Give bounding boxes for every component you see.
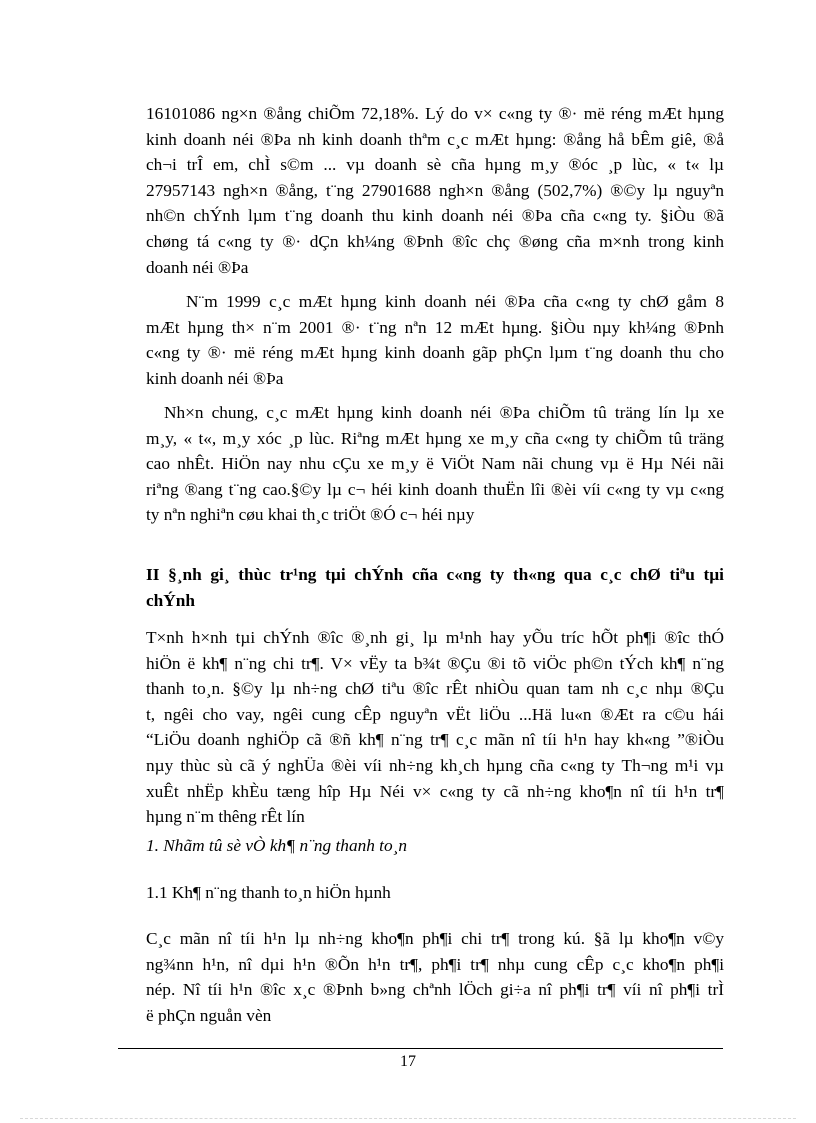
text-line: ë phÇn nguån vèn xyxy=(146,1005,272,1025)
subsection-heading-1: 1. Nhãm tû sè vÒ kh¶ n¨ng thanh to¸n xyxy=(146,836,408,855)
text-line: t, ngêi cho vay, ngêi cung cÊp nguyªn vËt liÖu ...Hä lu«n ®Æt ra c©u hái xyxy=(146,704,724,724)
text-line: chøng tá c«ng ty ®· dÇn kh¼ng ®Þnh ®îc chç ®øng cña m×nh trong kinh xyxy=(146,231,724,251)
text-line: hµng n¨m thêng rÊt lín xyxy=(146,807,305,827)
text-line: hiÖn ë kh¶ n¨ng chi tr¶. V× vËy ta b¾t ®Çu ®i tõ viÖc ph©n tÝch kh¶ n¨ng xyxy=(146,653,724,673)
text-line: nµy thùc sù cã ý nghÜa ®èi víi nh÷ng kh¸ch hµng cña c«ng ty Th¬ng m¹i vµ xyxy=(146,755,724,775)
footer-rule xyxy=(118,1048,723,1049)
text-line: c«ng ty ®· më réng mÆt hµng kinh doanh gãp phÇn lµm t¨ng doanh thu cho xyxy=(146,343,724,363)
text-line: thanh to¸n. §©y lµ nh÷ng chØ tiªu ®îc rÊt nhiÒu quan tam nh c¸c nhµ ®Çu xyxy=(146,679,724,699)
body-paragraph-2 xyxy=(146,289,724,391)
page-number: 17 xyxy=(400,1053,416,1070)
page-edge-divider xyxy=(20,1118,796,1119)
text-line: N¨m 1999 c¸c mÆt hµng kinh doanh néi ®Þa cña c«ng ty chØ gåm 8 xyxy=(186,292,724,311)
body-paragraph-3 xyxy=(146,400,724,528)
text-line: kinh doanh néi ®Þa nh kinh doanh thªm c¸c mÆt hµng: ®ång hå bÊm giê, ®å xyxy=(146,129,724,149)
section-heading xyxy=(146,562,724,613)
body-paragraph-4 xyxy=(146,625,724,830)
text-line: 16101086 ng×n ®ång chiÕm 72,18%. Lý do v× c«ng ty ®· më réng mÆt hµng xyxy=(146,104,724,123)
text-line: C¸c mãn nî tíi h¹n lµ nh÷ng kho¶n ph¶i chi tr¶ trong kú. §ã lµ kho¶n v©y xyxy=(146,929,724,948)
body-paragraph-1 xyxy=(146,101,724,280)
text-line: riªng ®ang t¨ng cao.§©y lµ c¬ héi kinh doanh thuËn lîi ®èi víi c«ng ty vµ c«ng xyxy=(146,479,724,499)
text-line: m¸y, « t«, m¸y xóc ¸p lùc. Riªng mÆt hµng xe m¸y cña c«ng ty chiÕm tû träng xyxy=(146,428,724,448)
text-line: ng¾nn h¹n, nî dµi h¹n ®Õn h¹n tr¶, ph¶i tr¶ nhµ cung cÊp c¸c kho¶n ph¶i xyxy=(146,954,724,974)
text-line: kinh doanh néi ®Þa xyxy=(146,368,284,388)
heading-line: II §¸nh gi¸ thùc tr¹ng tµi chÝnh cña c«ng ty th«ng qua c¸c chØ tiªu tµi xyxy=(146,565,724,584)
text-line: ty nªn nghiªn cøu khai th¸c triÖt ®Ó c¬ héi nµy xyxy=(146,505,475,525)
text-line: T×nh h×nh tµi chÝnh ®îc ®¸nh gi¸ lµ m¹nh hay yÕu tríc hÕt ph¶i ®îc thÓ xyxy=(146,628,724,647)
text-line: mÆt hµng th× n¨m 2001 ®· t¨ng nªn 12 mÆt hµng. §iÒu nµy kh¼ng ®Þnh xyxy=(146,317,724,337)
text-line: 27957143 ngh×n ®ång, t¨ng 27901688 ngh×n ®ång (502,7%) ®©y lµ nguyªn xyxy=(146,180,724,200)
text-line: nép. Nî tíi h¹n ®îc x¸c ®Þnh b»ng chªnh lÖch gi÷a nî ph¶i tr¶ víi nî ph¶i trÌ xyxy=(146,980,724,1000)
text-line: “LiÖu doanh nghiÖp cã ®ñ kh¶ n¨ng tr¶ c¸c mãn nî tíi h¹n hay kh«ng ”®iÒu xyxy=(146,730,724,750)
heading-line: chÝnh xyxy=(146,590,195,610)
body-paragraph-5 xyxy=(146,926,724,1028)
text-line: cao nhÊt. HiÖn nay nhu cÇu xe m¸y ë ViÖt Nam nãi chung vµ ë Hµ Néi nãi xyxy=(146,454,724,474)
text-line: ch¬i trÎ em, chÌ s©m ... vµ doanh sè cña hµng m¸y ®óc ¸p lùc, « t« lµ xyxy=(146,155,724,175)
text-line: Nh×n chung, c¸c mÆt hµng kinh doanh néi ®Þa chiÕm tû träng lín lµ xe xyxy=(164,403,724,422)
text-line: doanh néi ®Þa xyxy=(146,257,249,277)
text-line: nh©n chÝnh lµm t¨ng doanh thu kinh doanh néi ®Þa cña c«ng ty. §iÒu ®ã xyxy=(146,206,724,226)
subsection-heading-1-1: 1.1 Kh¶ n¨ng thanh to¸n hiÖn hµnh xyxy=(146,883,391,902)
text-line: xuÊt nhËp khÈu tæng hîp Hµ Néi v× c«ng ty cã nh÷ng kho¶n nî tíi h¹n tr¶ xyxy=(146,781,724,801)
